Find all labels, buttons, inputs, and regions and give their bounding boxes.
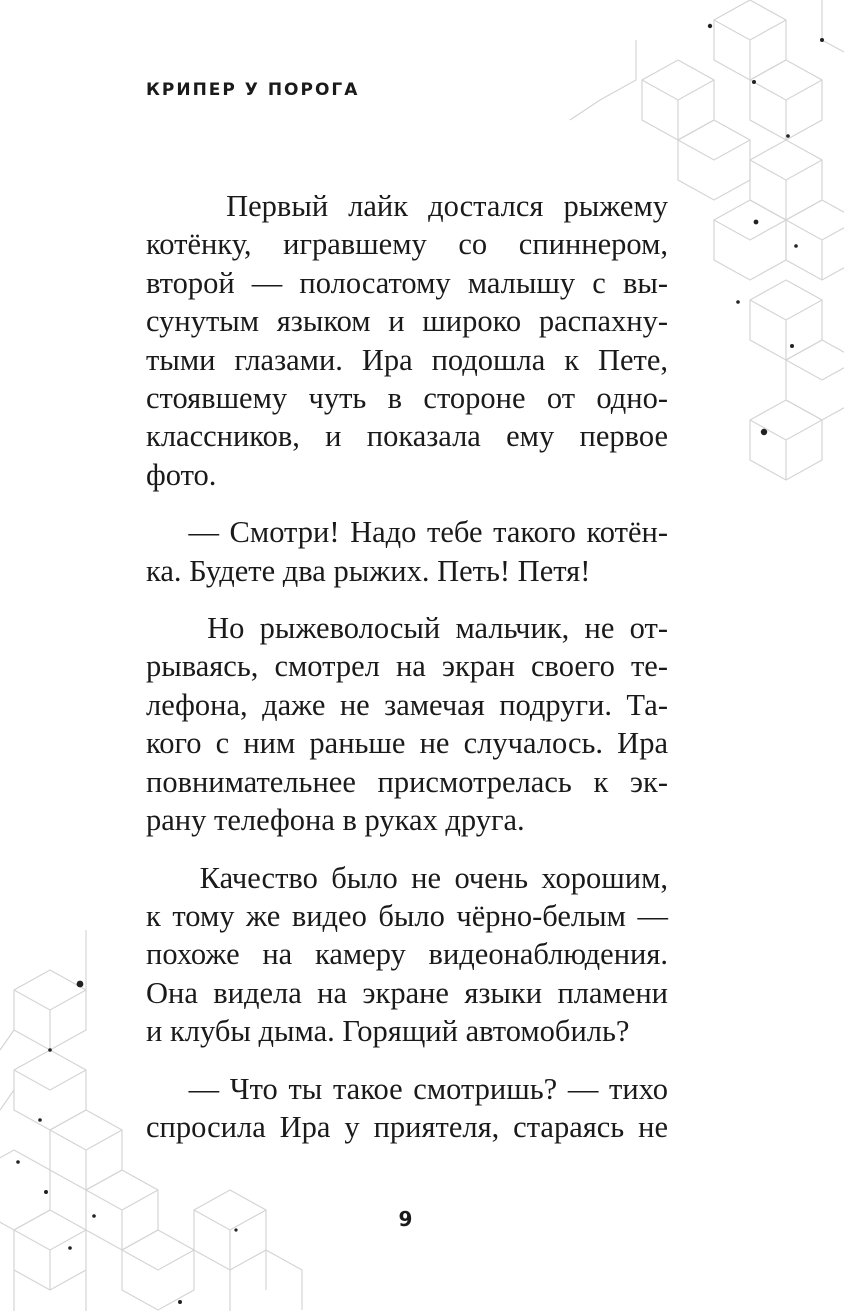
text-line: Но рыжеволосый мальчик, не от- — [146, 611, 668, 646]
text-line: второй — полосатому малышу с вы- — [146, 265, 668, 300]
running-header: КРИПЕР У ПОРОГА — [146, 80, 360, 100]
text-line: Качество было не очень хорошим, — [146, 860, 668, 895]
text-body — [146, 187, 668, 1165]
paragraph — [146, 513, 668, 590]
text-line: тыми глазами. Ира подошла к Пете, — [146, 342, 668, 377]
text-line: похоже на камеру видеонаблюдения. — [146, 937, 668, 972]
text-line: повнимательнее присмотрелась к эк- — [146, 764, 668, 799]
paragraph — [146, 187, 668, 494]
paragraph — [146, 609, 668, 839]
text-line: рываясь, смотрел на экран своего те- — [146, 649, 668, 684]
text-line: сунутым языком и широко распахну- — [146, 304, 668, 339]
text-line: ка. Будете два рыжих. Петь! Петя! — [146, 553, 591, 588]
text-line: котёнку, игравшему со спиннером, — [146, 227, 668, 262]
text-line: — Что ты такое смотришь? — тихо — [146, 1071, 668, 1106]
text-line: лефона, даже не замечая подруги. Та- — [146, 687, 668, 722]
page-number: 9 — [398, 1207, 413, 1231]
text-line: классников, и показала ему первое — [146, 419, 668, 454]
text-line: и клубы дыма. Горящий автомобиль? — [146, 1014, 630, 1049]
text-line: Первый лайк достался рыжему — [146, 189, 668, 223]
text-line: — Смотри! Надо тебе такого котён- — [146, 515, 668, 550]
text-line: спросила Ира у приятеля, стараясь не — [146, 1109, 668, 1144]
text-line: кого с ним раньше не случалось. Ира — [146, 726, 668, 761]
text-line: стоявшему чуть в стороне от одно- — [146, 381, 668, 416]
text-line: Она видела на экране языки пламени — [146, 975, 668, 1010]
text-line: рану телефона в руках друга. — [146, 803, 525, 838]
paragraph — [146, 1070, 668, 1147]
text-line: к тому же видео было чёрно-белым — — [146, 898, 668, 933]
text-line: фото. — [146, 457, 217, 492]
paragraph — [146, 859, 668, 1051]
